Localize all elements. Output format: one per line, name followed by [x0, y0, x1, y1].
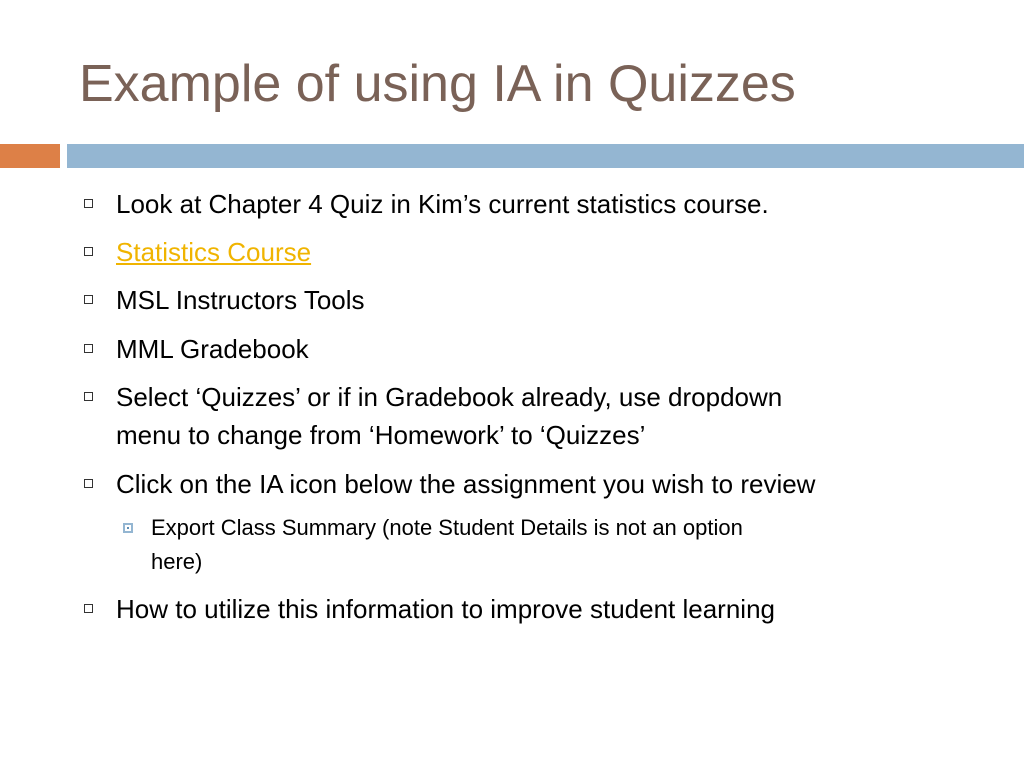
- bullet-item: [116, 281, 976, 319]
- bullet-item: [116, 233, 976, 271]
- bullet-text: Click on the IA icon below the assignment you wish to review: [116, 469, 816, 499]
- hollow-square-bullet-icon: [84, 604, 93, 613]
- bullet-item: [116, 465, 976, 503]
- bullet-item: [116, 330, 976, 368]
- hollow-square-bullet-icon: [84, 295, 93, 304]
- bullet-text: MML Gradebook: [116, 334, 309, 364]
- hollow-square-bullet-icon: [84, 199, 93, 208]
- bullet-text: How to utilize this information to improve student learning: [116, 594, 775, 624]
- sub-bullet-item: [151, 511, 931, 579]
- bullet-item: [116, 378, 976, 454]
- statistics-course-link[interactable]: Statistics Course: [116, 237, 312, 267]
- square-bullet-icon: [123, 523, 133, 533]
- bullet-text: MSL Instructors Tools: [116, 285, 365, 315]
- bullet-item: [116, 185, 976, 223]
- bullet-item: [116, 590, 976, 628]
- hollow-square-bullet-icon: [84, 392, 93, 401]
- hollow-square-bullet-icon: [84, 247, 93, 256]
- bullet-text: Look at Chapter 4 Quiz in Kim’s current statistics course.: [116, 189, 769, 219]
- bullet-text-line: here): [151, 549, 203, 574]
- bullet-text-line: menu to change from ‘Homework’ to ‘Quizzes’: [116, 420, 646, 450]
- bullet-text-line: Export Class Summary (note Student Details is not an option: [151, 515, 743, 540]
- bullet-text-line: Select ‘Quizzes’ or if in Gradebook already, use dropdown: [116, 382, 783, 412]
- slide-title: Example of using IA in Quizzes: [79, 55, 796, 113]
- hollow-square-bullet-icon: [84, 344, 93, 353]
- hollow-square-bullet-icon: [84, 479, 93, 488]
